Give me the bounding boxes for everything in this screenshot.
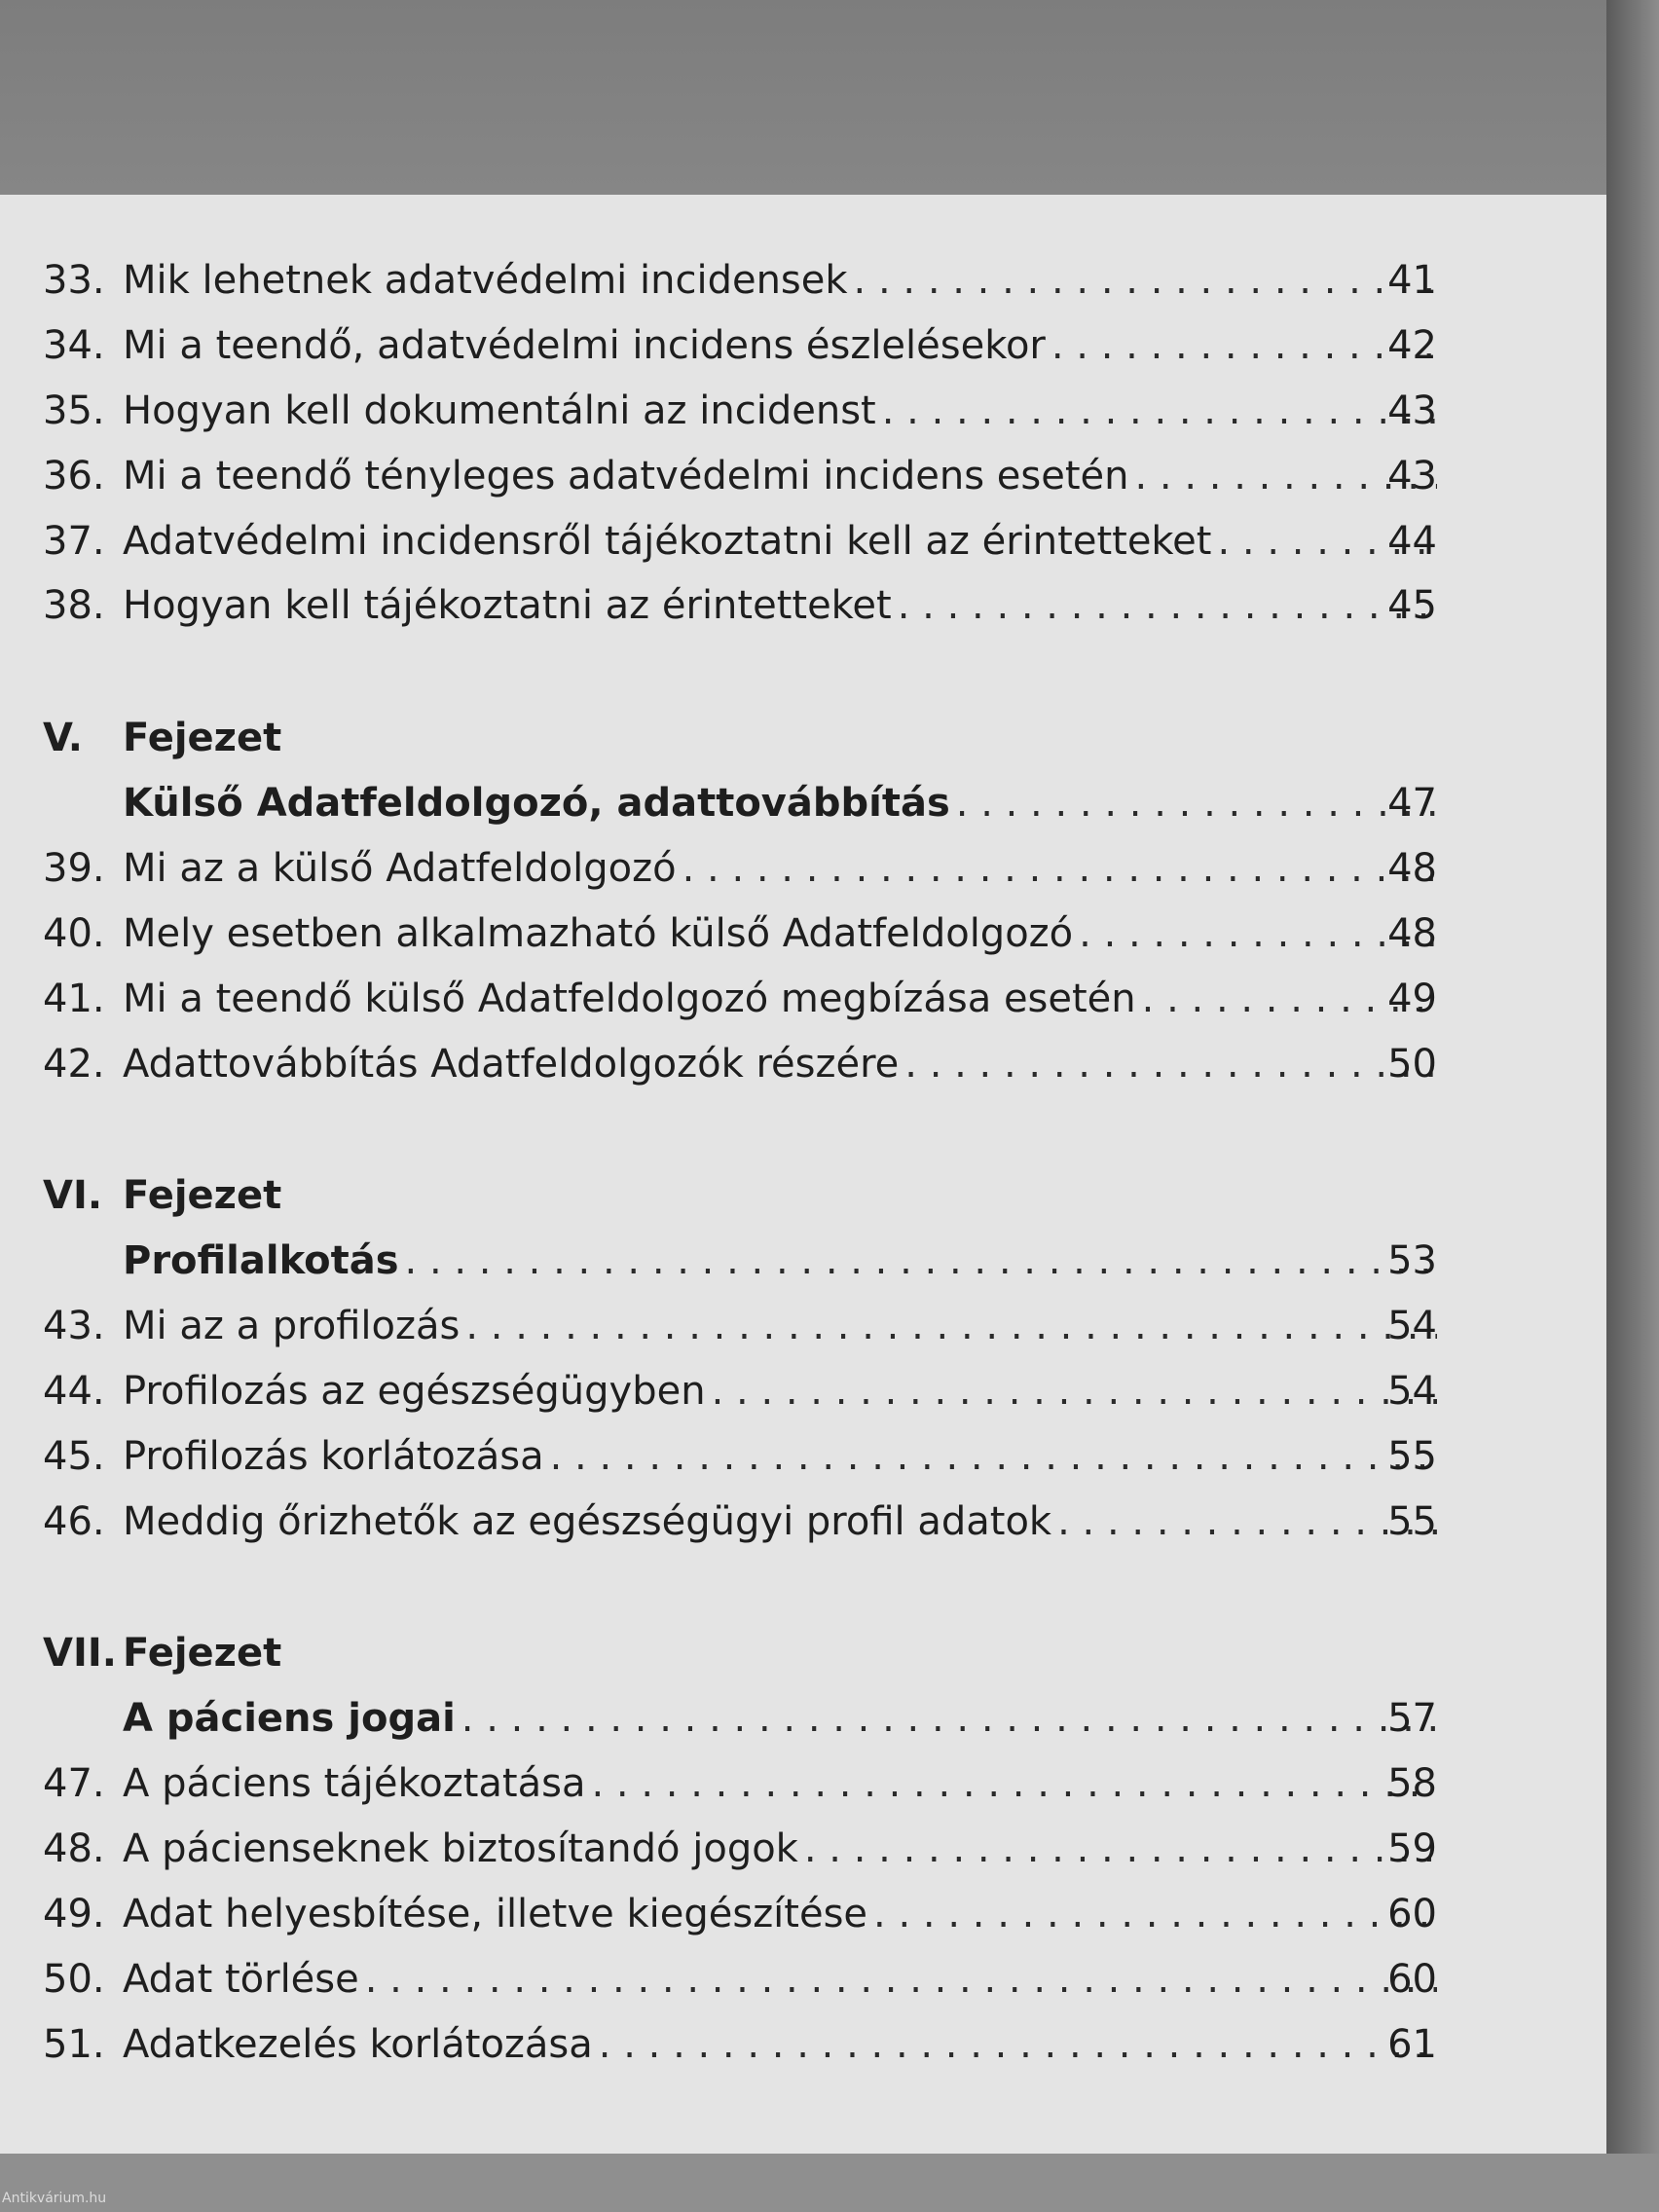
toc-entry <box>0 253 1606 308</box>
entry-title-line <box>123 1299 1437 1353</box>
chapter-heading <box>0 1168 1606 1223</box>
entry-title: Adat törlése <box>123 1957 359 2002</box>
entry-title-line <box>123 1494 1437 1549</box>
dot-leader <box>365 1952 1437 2007</box>
dot-leader <box>873 1887 1437 1941</box>
entry-number: 42. <box>43 1042 105 1087</box>
page-number: 50 <box>1387 1042 1437 1087</box>
toc-entry <box>0 2017 1606 2072</box>
dot-leader <box>465 1299 1437 1353</box>
page-number: 54 <box>1387 1304 1437 1348</box>
entry-title: Mi a teendő külső Adatfeldolgozó megbízása esetén <box>123 977 1136 1021</box>
entry-number: 35. <box>43 388 105 433</box>
page-number: 55 <box>1387 1499 1437 1544</box>
dot-leader <box>591 1756 1437 1811</box>
toc-entry <box>0 1691 1606 1746</box>
page-number: 61 <box>1387 2022 1437 2067</box>
entry-title-line <box>123 906 1437 961</box>
entry-title: Profilozás korlátozása <box>123 1434 544 1479</box>
chapter-title: A páciens jogai <box>123 1696 456 1741</box>
dot-leader <box>904 1037 1437 1091</box>
page-number: 57 <box>1387 1696 1437 1741</box>
entry-title-line <box>123 1756 1437 1811</box>
page-number: 49 <box>1387 977 1437 1021</box>
entry-title-line <box>123 578 1437 633</box>
chapter-label: Fejezet <box>123 1173 282 1218</box>
toc-entry <box>0 1037 1606 1091</box>
entry-title-line <box>123 384 1437 438</box>
entry-title: Adatvédelmi incidensről tájékoztatni kell az érintetteket <box>123 519 1212 564</box>
table-of-contents <box>0 195 1606 2154</box>
page-number: 48 <box>1387 911 1437 956</box>
entry-title: Mi a teendő, adatvédelmi incidens észlelésekor <box>123 323 1046 368</box>
scan-background-right <box>1606 0 1659 2212</box>
entry-title: Hogyan kell dokumentálni az incidenst <box>123 388 876 433</box>
entry-title: Mely esetben alkalmazható külső Adatfeldolgozó <box>123 911 1074 956</box>
entry-number: 33. <box>43 258 105 303</box>
page-number: 48 <box>1387 846 1437 891</box>
dot-leader <box>599 2017 1437 2072</box>
chapter-number: VII. <box>43 1631 117 1676</box>
dot-leader <box>682 841 1437 896</box>
page-number: 60 <box>1387 1957 1437 2002</box>
toc-entry <box>0 449 1606 503</box>
dot-leader <box>550 1429 1437 1484</box>
entry-title-line <box>123 1822 1437 1876</box>
chapter-title: Profilalkotás <box>123 1238 399 1283</box>
toc-entry <box>0 1952 1606 2007</box>
page-number: 43 <box>1387 388 1437 433</box>
entry-title: A páciens tájékoztatása <box>123 1761 586 1806</box>
entry-title-line <box>123 972 1437 1026</box>
chapter-title: Külső Adatfeldolgozó, adattovábbítás <box>123 781 950 826</box>
chapter-heading <box>0 1626 1606 1680</box>
entry-number: 45. <box>43 1434 105 1479</box>
toc-entry <box>0 906 1606 961</box>
chapter-label: Fejezet <box>123 716 282 760</box>
toc-entry <box>0 1494 1606 1549</box>
entry-title: Mi a teendő tényleges adatvédelmi incidens esetén <box>123 454 1129 498</box>
entry-title-line <box>123 449 1437 503</box>
book-page <box>0 195 1606 2154</box>
entry-title: Adatkezelés korlátozása <box>123 2022 593 2067</box>
entry-title-line <box>123 1952 1437 2007</box>
toc-entry <box>0 776 1606 830</box>
chapter-label: Fejezet <box>123 1631 282 1676</box>
entry-title-line <box>123 253 1437 308</box>
entry-title-line <box>123 1887 1437 1941</box>
entry-title-line <box>123 841 1437 896</box>
watermark: Antikvárium.hu <box>2 2191 107 2206</box>
page-number: 59 <box>1387 1826 1437 1871</box>
toc-entry <box>0 1887 1606 1941</box>
entry-title: Mi az a külső Adatfeldolgozó <box>123 846 677 891</box>
entry-number: 46. <box>43 1499 105 1544</box>
chapter-number: V. <box>43 716 83 760</box>
entry-number: 41. <box>43 977 105 1021</box>
dot-leader <box>461 1691 1437 1746</box>
page-number: 42 <box>1387 323 1437 368</box>
page-number: 60 <box>1387 1892 1437 1936</box>
entry-title-line <box>123 318 1437 373</box>
dot-leader <box>956 776 1437 830</box>
entry-title: Profilozás az egészségügyben <box>123 1369 706 1414</box>
entry-title-line <box>123 1234 1437 1288</box>
toc-entry <box>0 318 1606 373</box>
dot-leader <box>405 1234 1437 1288</box>
entry-number: 37. <box>43 519 105 564</box>
entry-number: 47. <box>43 1761 105 1806</box>
entry-number: 38. <box>43 583 105 628</box>
entry-number: 43. <box>43 1304 105 1348</box>
entry-title: Adat helyesbítése, illetve kiegészítése <box>123 1892 868 1936</box>
toc-entry <box>0 972 1606 1026</box>
entry-number: 51. <box>43 2022 105 2067</box>
page-number: 55 <box>1387 1434 1437 1479</box>
entry-number: 44. <box>43 1369 105 1414</box>
toc-entry <box>0 578 1606 633</box>
page-number: 45 <box>1387 583 1437 628</box>
entry-title-line <box>123 514 1437 569</box>
toc-entry <box>0 1756 1606 1811</box>
dot-leader <box>804 1822 1437 1876</box>
scan-background-bottom <box>0 2154 1659 2212</box>
page-number: 43 <box>1387 454 1437 498</box>
entry-number: 34. <box>43 323 105 368</box>
entry-title-line <box>123 2017 1437 2072</box>
entry-title-line <box>123 1691 1437 1746</box>
entry-title: Mi az a profilozás <box>123 1304 461 1348</box>
toc-entry <box>0 1364 1606 1419</box>
page-number: 44 <box>1387 519 1437 564</box>
dot-leader <box>854 253 1437 308</box>
entry-number: 50. <box>43 1957 105 2002</box>
entry-number: 48. <box>43 1826 105 1871</box>
entry-title-line <box>123 1364 1437 1419</box>
entry-title-line <box>123 776 1437 830</box>
toc-entry <box>0 1234 1606 1288</box>
entry-number: 40. <box>43 911 105 956</box>
dot-leader <box>898 578 1437 633</box>
dot-leader <box>712 1364 1437 1419</box>
chapter-heading <box>0 711 1606 765</box>
entry-title: A pácienseknek biztosítandó jogok <box>123 1826 798 1871</box>
chapter-number: VI. <box>43 1173 103 1218</box>
toc-entry <box>0 1429 1606 1484</box>
entry-title: Hogyan kell tájékoztatni az érintetteket <box>123 583 892 628</box>
toc-entry <box>0 841 1606 896</box>
page-number: 41 <box>1387 258 1437 303</box>
entry-title: Mik lehetnek adatvédelmi incidensek <box>123 258 848 303</box>
page-number: 47 <box>1387 781 1437 826</box>
page-number: 54 <box>1387 1369 1437 1414</box>
dot-leader <box>882 384 1437 438</box>
entry-title: Meddig őrizhetők az egészségügyi profil adatok <box>123 1499 1052 1544</box>
page-number: 53 <box>1387 1238 1437 1283</box>
entry-number: 49. <box>43 1892 105 1936</box>
page-number: 58 <box>1387 1761 1437 1806</box>
toc-entry <box>0 514 1606 569</box>
scan-background-top <box>0 0 1659 195</box>
entry-number: 39. <box>43 846 105 891</box>
toc-entry <box>0 1299 1606 1353</box>
entry-title: Adattovábbítás Adatfeldolgozók részére <box>123 1042 900 1087</box>
entry-title-line <box>123 1429 1437 1484</box>
toc-entry <box>0 384 1606 438</box>
entry-number: 36. <box>43 454 105 498</box>
toc-entry <box>0 1822 1606 1876</box>
entry-title-line <box>123 1037 1437 1091</box>
